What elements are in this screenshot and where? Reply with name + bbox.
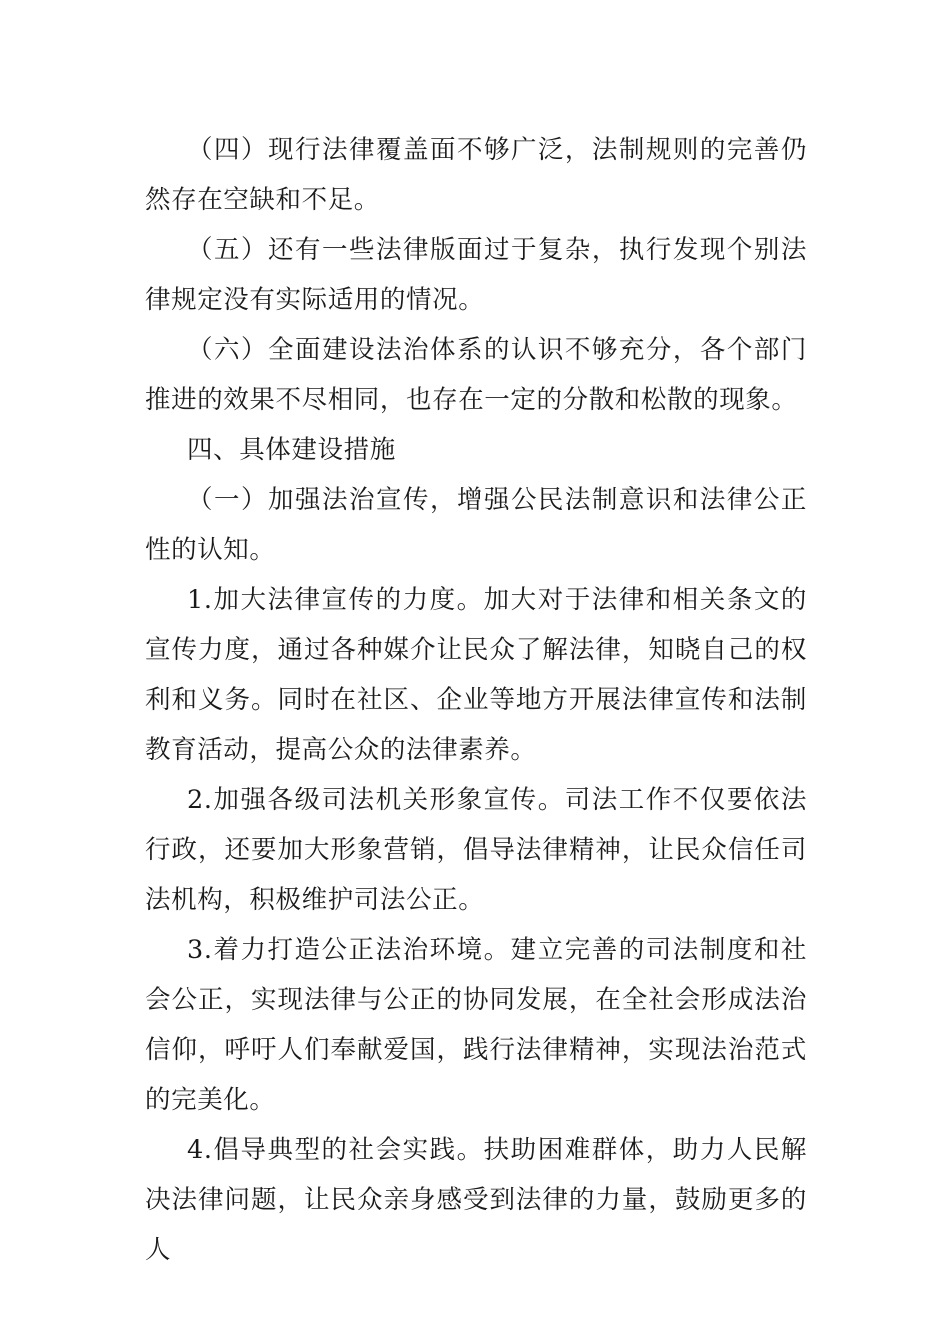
list-item-3: 3.着力打造公正法治环境。建立完善的司法制度和社会公正，实现法律与公正的协同发展，在全社会形成法治信仰，呼吁人们奉献爱国，践行法律精神，实现法治范式的完美化。 xyxy=(145,935,807,1115)
paragraph-section-6: （六）全面建设法治体系的认识不够充分，各个部门推进的效果不尽相同，也存在一定的分散和松散的现象。 xyxy=(145,335,807,415)
paragraph-section-5: （五）还有一些法律版面过于复杂，执行发现个别法律规定没有实际适用的情况。 xyxy=(145,235,807,315)
document-page xyxy=(145,125,807,1275)
subsection-heading: （一）加强法治宣传，增强公民法制意识和法律公正性的认知。 xyxy=(145,485,807,565)
list-item-1: 1.加大法律宣传的力度。加大对于法律和相关条文的宣传力度，通过各种媒介让民众了解法律，知晓自己的权利和义务。同时在社区、企业等地方开展法律宣传和法制教育活动，提高公众的法律素养。 xyxy=(145,585,807,765)
section-heading: 四、具体建设措施 xyxy=(187,435,396,465)
paragraph-section-4: （四）现行法律覆盖面不够广泛，法制规则的完善仍然存在空缺和不足。 xyxy=(145,135,807,215)
list-item-2: 2.加强各级司法机关形象宣传。司法工作不仅要依法行政，还要加大形象营销，倡导法律精神，让民众信任司法机构，积极维护司法公正。 xyxy=(145,785,807,915)
list-item-4: 4.倡导典型的社会实践。扶助困难群体，助力人民解决法律问题，让民众亲身感受到法律的力量，鼓励更多的人 xyxy=(145,1135,807,1265)
